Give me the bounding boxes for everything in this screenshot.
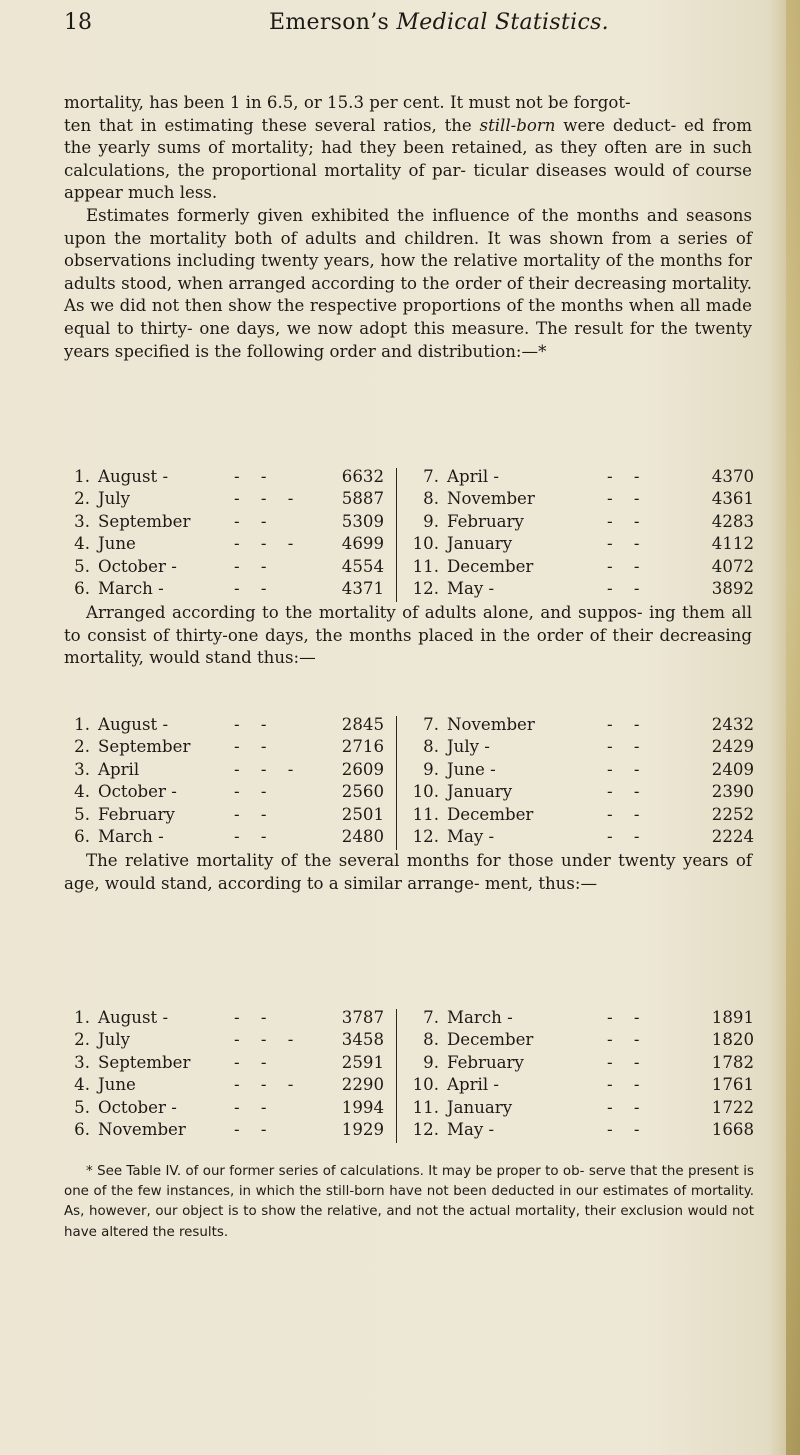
leader-dashes: - - <box>607 556 648 576</box>
mortality-value: 3787 <box>341 1008 384 1027</box>
column-divider <box>396 716 397 850</box>
table-row <box>64 826 384 848</box>
table-row <box>409 466 754 488</box>
month-name: March - <box>98 578 164 598</box>
month-name: April - <box>447 467 500 486</box>
month-name: September <box>98 511 191 531</box>
leader-dashes: - - <box>607 759 648 779</box>
row-number: 2. <box>74 737 90 757</box>
row-number: 9. <box>423 511 439 531</box>
table-right-column <box>409 466 754 600</box>
month-name: October - <box>98 556 177 576</box>
table-row <box>409 1119 754 1141</box>
month-name: May - <box>447 578 495 598</box>
month-name: June <box>98 534 136 554</box>
table-row <box>64 466 384 488</box>
row-number: 2. <box>74 1030 90 1050</box>
leader-dashes: - - <box>234 1119 275 1139</box>
leader-dashes: - - <box>607 1097 648 1117</box>
mortality-value: 4361 <box>711 489 754 509</box>
month-name: February <box>447 1052 524 1072</box>
row-number: 6. <box>74 1119 90 1139</box>
month-name: November <box>447 489 535 509</box>
leader-dashes: - - <box>234 1008 275 1027</box>
leader-dashes: - - <box>607 1030 648 1050</box>
month-name: May - <box>447 826 495 846</box>
table-row <box>64 556 384 578</box>
leader-dashes: - - <box>607 467 648 486</box>
mortality-value: 1761 <box>711 1075 754 1095</box>
leader-dashes: - - <box>234 782 275 802</box>
mortality-value: 1994 <box>341 1097 384 1117</box>
table-left-column <box>64 466 384 600</box>
leader-dashes: - - <box>234 556 275 576</box>
leader-dashes: - - <box>607 737 648 757</box>
month-name: July - <box>447 737 490 757</box>
mortality-value: 1891 <box>711 1008 754 1027</box>
table-row <box>64 1052 384 1074</box>
table-row <box>409 1007 754 1029</box>
leader-dashes: - - - <box>234 759 302 779</box>
leader-dashes: - - <box>607 1119 648 1139</box>
row-number: 3. <box>74 511 90 531</box>
month-name: October - <box>98 782 177 802</box>
mortality-value: 1722 <box>711 1097 754 1117</box>
month-name: October - <box>98 1097 177 1117</box>
row-number: 7. <box>423 715 439 734</box>
month-name: November <box>98 1119 186 1139</box>
month-name: February <box>98 804 175 824</box>
table-row <box>409 826 754 848</box>
column-divider <box>396 468 397 602</box>
month-name: September <box>98 1052 191 1072</box>
mortality-value: 4699 <box>341 534 384 554</box>
leader-dashes: - - <box>607 826 648 846</box>
row-number: 6. <box>74 578 90 598</box>
leader-dashes: - - <box>234 467 275 486</box>
row-number: 6. <box>74 826 90 846</box>
leader-dashes: - - <box>234 1052 275 1072</box>
table-row <box>64 1119 384 1141</box>
page-edge-stain <box>786 0 800 1455</box>
mortality-value: 4283 <box>711 511 754 531</box>
row-number: 7. <box>423 467 439 486</box>
table-row <box>64 1007 384 1029</box>
table-row <box>64 533 384 555</box>
row-number: 12. <box>412 1119 439 1139</box>
row-number: 9. <box>423 759 439 779</box>
leader-dashes: - - - <box>234 1030 302 1050</box>
paragraph-1-text-a: ten that in estimating these several ratios, the <box>64 115 480 135</box>
table-row <box>409 1097 754 1119</box>
table-row <box>409 533 754 555</box>
month-name: September <box>98 737 191 757</box>
table-row <box>409 578 754 600</box>
table-row <box>64 488 384 510</box>
table-row <box>64 736 384 758</box>
month-name: July <box>98 489 131 509</box>
mortality-value: 2591 <box>341 1052 384 1072</box>
table-right-column <box>409 1007 754 1141</box>
page-number: 18 <box>64 10 92 35</box>
mortality-value: 2432 <box>711 715 754 734</box>
table-row <box>64 1097 384 1119</box>
mortality-value: 2429 <box>711 737 754 757</box>
table-row <box>64 781 384 803</box>
row-number: 10. <box>412 534 439 554</box>
row-number: 4. <box>74 1075 90 1095</box>
mortality-value: 1820 <box>711 1030 754 1050</box>
row-number: 5. <box>74 804 90 824</box>
mortality-value: 4370 <box>711 467 754 486</box>
row-number: 1. <box>74 715 90 734</box>
paragraph-4: The relative mortality of the several months for those under twenty years of age, would stand, according to a similar arrange- ment, thus:— <box>64 851 752 893</box>
table-row <box>409 804 754 826</box>
table-row <box>409 781 754 803</box>
table-row <box>409 736 754 758</box>
mortality-value: 3458 <box>341 1030 384 1050</box>
row-number: 8. <box>423 737 439 757</box>
row-number: 2. <box>74 489 90 509</box>
mortality-value: 2409 <box>711 759 754 779</box>
paragraph-2: Estimates formerly given exhibited the influence of the months and seasons upon the mortality both of adults and children. It was shown from a series of observations including twenty years, how the relative mortality of the months for adults stood, when arranged according to the order of their decreasing mortality. As we did not then show the respective proportions of the months when all made equal to thirty- one days, we now adopt this measure. The result for the twenty years specified is the following order and distribution:—* <box>64 205 752 361</box>
mortality-value: 4371 <box>341 578 384 598</box>
table-row <box>64 578 384 600</box>
row-number: 11. <box>412 556 439 576</box>
leader-dashes: - - <box>607 782 648 802</box>
row-number: 1. <box>74 1008 90 1027</box>
month-name: August - <box>98 1008 169 1027</box>
row-number: 5. <box>74 1097 90 1117</box>
leader-dashes: - - <box>234 715 275 734</box>
paragraph-1-text-b: were deduct- ed from the yearly sums of mortality; had they been retained, as they often are in such calculations, the proportional mortality of par- ticular diseases would of course appear much less. <box>64 115 752 203</box>
leader-dashes: - - <box>234 804 275 824</box>
leader-dashes: - - <box>607 489 648 509</box>
leader-dashes: - - <box>607 1052 648 1072</box>
running-head-title: Medical Statistics. <box>396 10 609 35</box>
running-head-author: Emerson’s <box>269 10 397 35</box>
table-row <box>64 759 384 781</box>
month-name: December <box>447 804 534 824</box>
row-number: 7. <box>423 1008 439 1027</box>
paragraph-1-line-1: mortality, has been 1 in 6.5, or 15.3 per cent. It must not be forgot- <box>64 93 631 112</box>
row-number: 4. <box>74 534 90 554</box>
leader-dashes: - - <box>607 578 648 598</box>
mortality-value: 6632 <box>341 467 384 486</box>
month-name: December <box>447 1030 534 1050</box>
mortality-value: 4112 <box>711 534 754 554</box>
month-name: January <box>447 1097 513 1117</box>
row-number: 3. <box>74 1052 90 1072</box>
mortality-value: 4072 <box>711 556 754 576</box>
table-row <box>409 1052 754 1074</box>
table-row <box>64 511 384 533</box>
row-number: 12. <box>412 826 439 846</box>
mortality-value: 4554 <box>341 556 384 576</box>
table-left-column <box>64 1007 384 1141</box>
month-name: February <box>447 511 524 531</box>
month-name: May - <box>447 1119 495 1139</box>
row-number: 11. <box>412 804 439 824</box>
table-left-column <box>64 714 384 848</box>
month-name: March - <box>98 826 164 846</box>
mortality-value: 2252 <box>711 804 754 824</box>
leader-dashes: - - <box>607 1008 648 1027</box>
table-row <box>409 1074 754 1096</box>
still-born-italic: still-born <box>479 115 556 135</box>
mortality-value: 5309 <box>341 511 384 531</box>
row-number: 9. <box>423 1052 439 1072</box>
table-row <box>409 556 754 578</box>
row-number: 1. <box>74 467 90 486</box>
mortality-value: 3892 <box>711 578 754 598</box>
row-number: 3. <box>74 759 90 779</box>
running-head <box>269 10 609 35</box>
table-row <box>64 1029 384 1051</box>
leader-dashes: - - <box>607 1075 648 1095</box>
paragraph-1 <box>64 92 752 363</box>
footnote: * See Table IV. of our former series of calculations. It may be proper to ob- serve that the present is one of the few instances, in which the still-born have not been deducted in our estimates of mortality. As, however, our object is to show the relative, and not the actual mortality, their exclusion would not have altered the results. <box>64 1164 754 1240</box>
month-name: April - <box>447 1075 500 1095</box>
month-name: December <box>447 556 534 576</box>
leader-dashes: - - <box>607 715 648 734</box>
leader-dashes: - - <box>234 1097 275 1117</box>
row-number: 5. <box>74 556 90 576</box>
row-number: 12. <box>412 578 439 598</box>
month-name: November <box>447 715 535 734</box>
row-number: 4. <box>74 782 90 802</box>
mortality-value: 2609 <box>341 759 384 779</box>
table-row <box>64 1074 384 1096</box>
table-row <box>64 804 384 826</box>
leader-dashes: - - - <box>234 534 302 554</box>
leader-dashes: - - <box>234 737 275 757</box>
row-number: 10. <box>412 782 439 802</box>
mortality-value: 2290 <box>341 1075 384 1095</box>
table-row <box>409 1029 754 1051</box>
month-name: June <box>98 1075 136 1095</box>
mortality-value: 2224 <box>711 826 754 846</box>
mortality-value: 1782 <box>711 1052 754 1072</box>
month-name: June - <box>447 759 496 779</box>
leader-dashes: - - <box>234 826 275 846</box>
leader-dashes: - - - <box>234 489 302 509</box>
mortality-value: 2390 <box>711 782 754 802</box>
leader-dashes: - - <box>607 804 648 824</box>
mortality-value: 2716 <box>341 737 384 757</box>
month-name: July <box>98 1030 131 1050</box>
row-number: 8. <box>423 489 439 509</box>
mortality-value: 2501 <box>341 804 384 824</box>
table-right-column <box>409 714 754 848</box>
mortality-value: 1668 <box>711 1119 754 1139</box>
table-row <box>409 511 754 533</box>
mortality-value: 5887 <box>341 489 384 509</box>
mortality-value: 2560 <box>341 782 384 802</box>
table-row <box>409 488 754 510</box>
mortality-value: 2845 <box>341 715 384 734</box>
leader-dashes: - - <box>607 534 648 554</box>
row-number: 10. <box>412 1075 439 1095</box>
month-name: March - <box>447 1008 513 1027</box>
month-name: January <box>447 782 513 802</box>
table-row <box>409 759 754 781</box>
column-divider <box>396 1009 397 1143</box>
mortality-value: 2480 <box>341 826 384 846</box>
row-number: 11. <box>412 1097 439 1117</box>
mortality-value: 1929 <box>341 1119 384 1139</box>
paragraph-3: Arranged according to the mortality of adults alone, and suppos- ing them all to consist of thirty-one days, the months placed in the order of their decreasing mortality, would stand thus:— <box>64 603 752 668</box>
table-row <box>409 714 754 736</box>
month-name: August - <box>98 715 169 734</box>
table-row <box>64 714 384 736</box>
leader-dashes: - - <box>234 511 275 531</box>
month-name: January <box>447 534 513 554</box>
leader-dashes: - - - <box>234 1075 302 1095</box>
month-name: April <box>98 759 140 779</box>
month-name: August - <box>98 467 169 486</box>
row-number: 8. <box>423 1030 439 1050</box>
page-header <box>64 6 754 46</box>
leader-dashes: - - <box>234 578 275 598</box>
leader-dashes: - - <box>607 511 648 531</box>
